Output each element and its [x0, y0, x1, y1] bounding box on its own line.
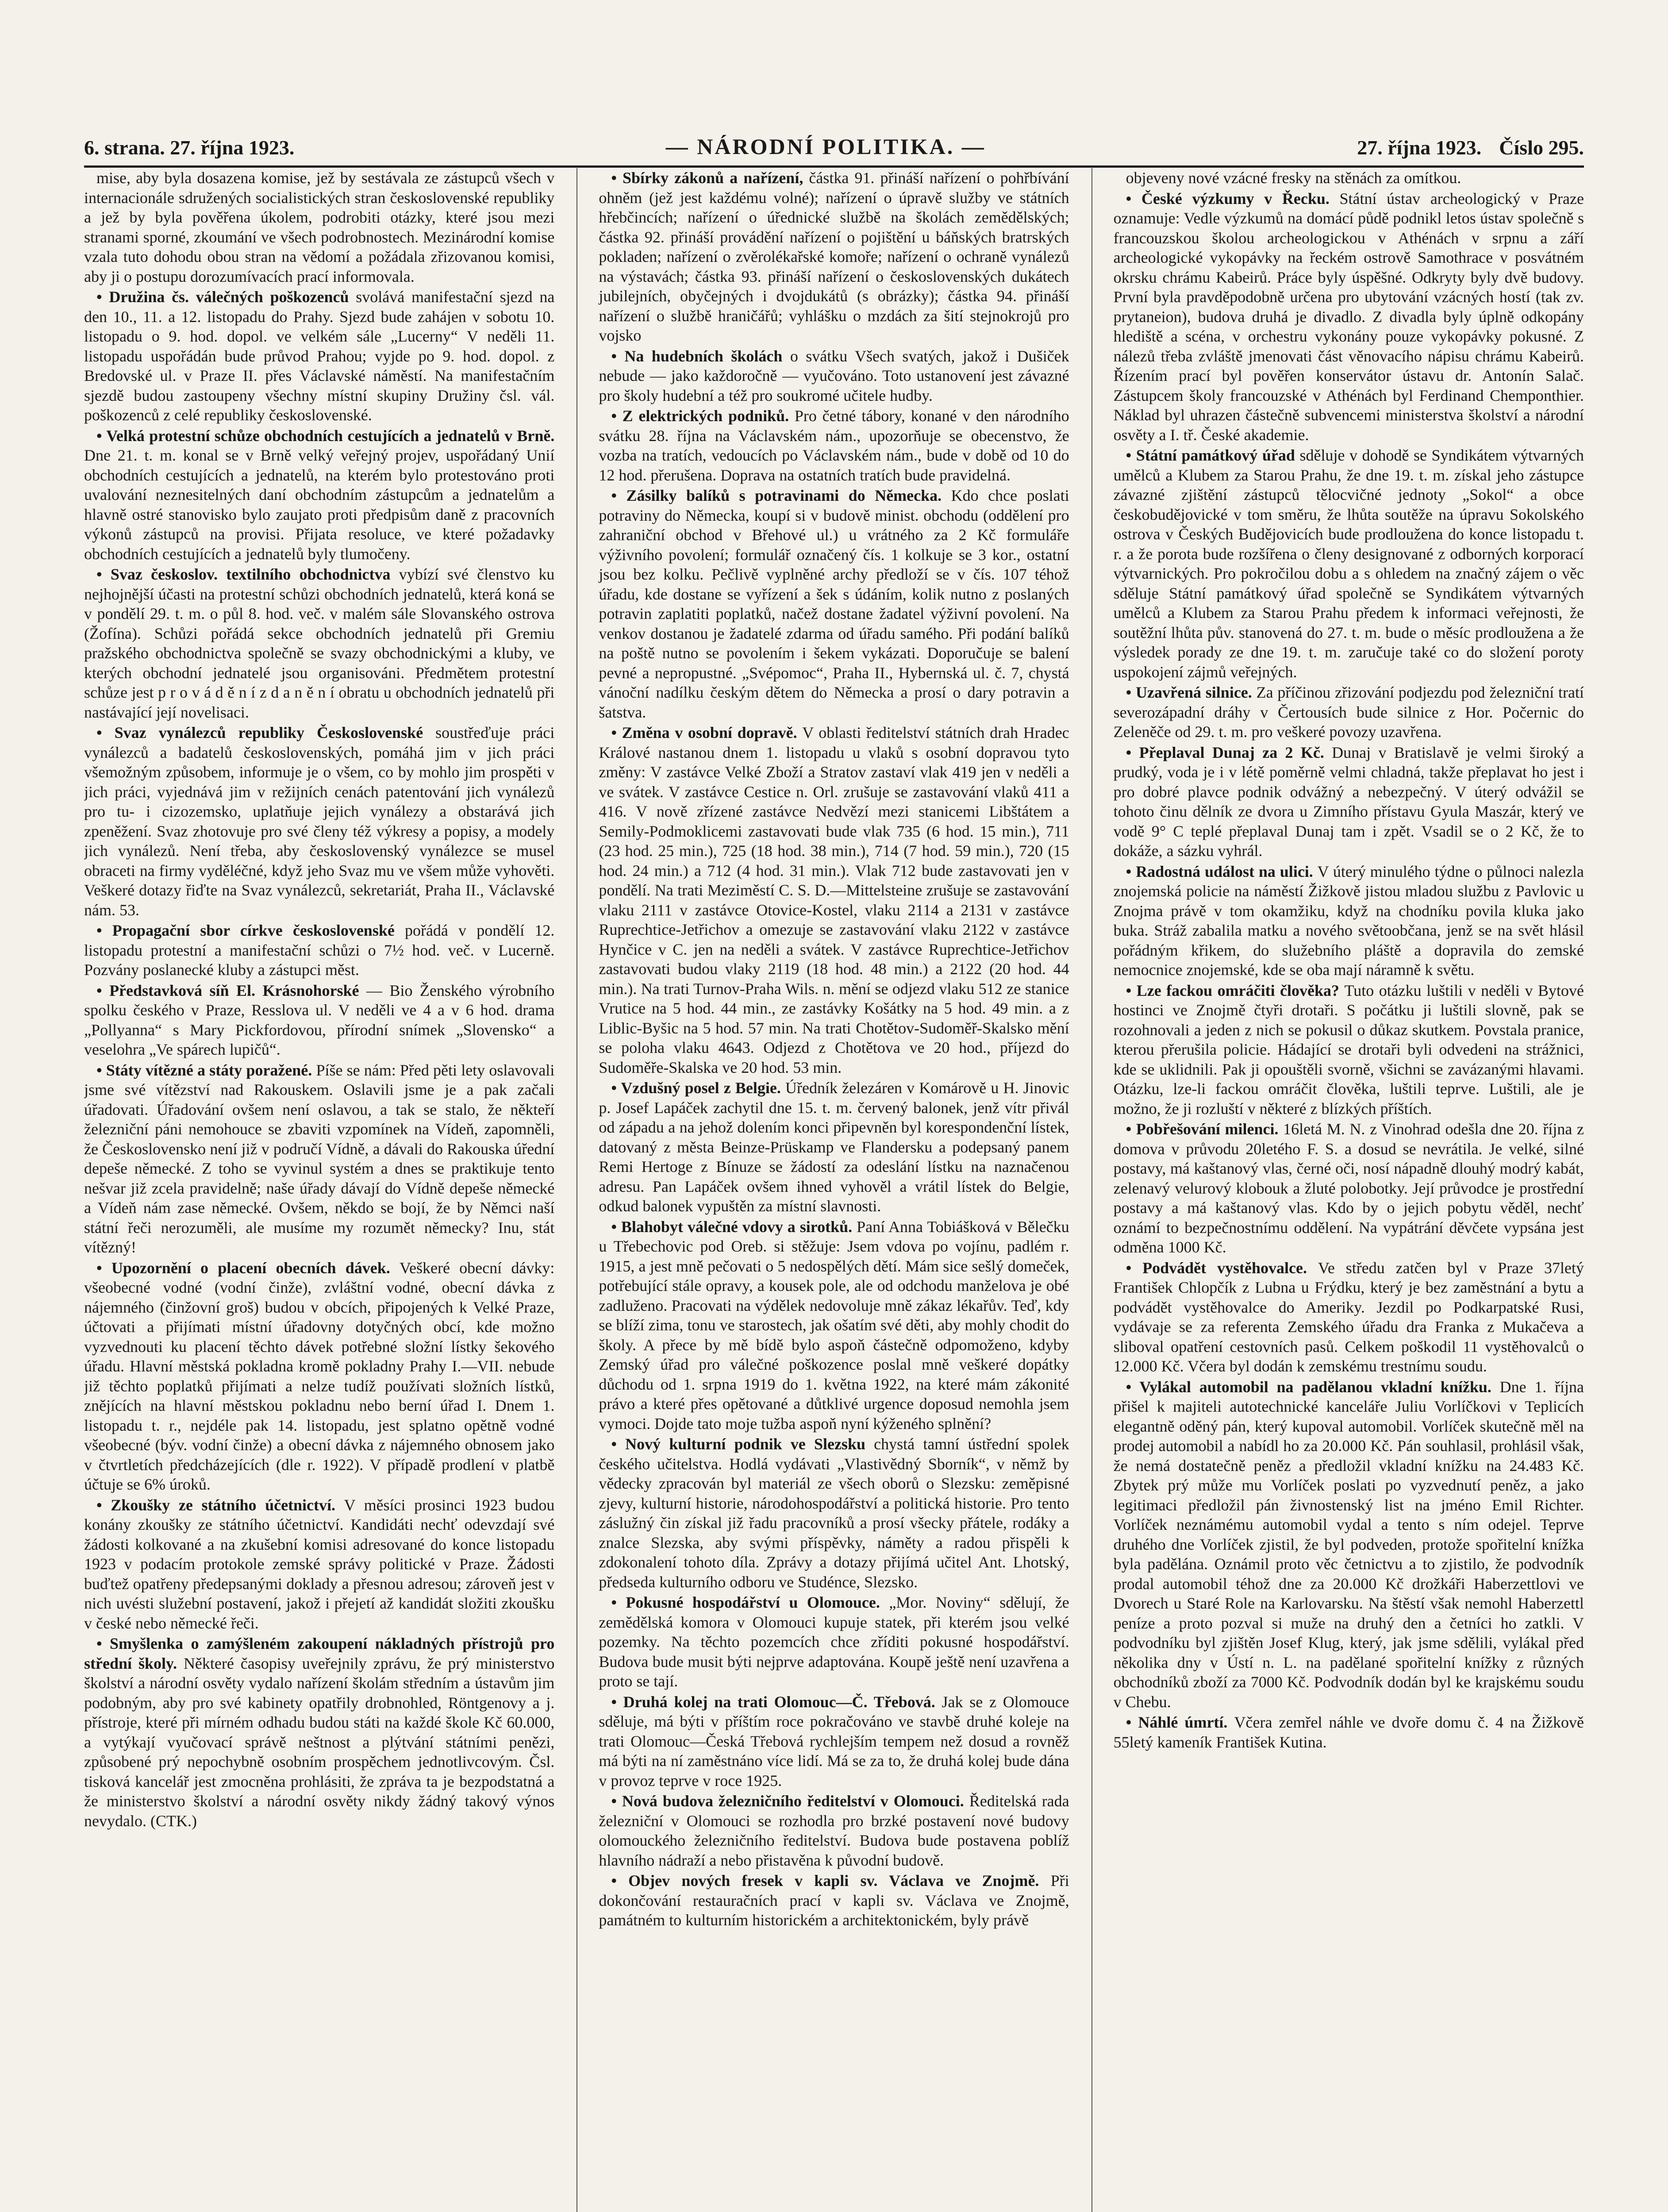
- article-headline: • Státní památkový úřad: [1126, 446, 1300, 464]
- column-3: [1092, 168, 1584, 2212]
- header-left: 6. strana. 27. října 1923.: [84, 136, 295, 159]
- article-headline: • Svaz vynálezců republiky Československé: [96, 724, 436, 741]
- article-item: [1114, 862, 1584, 980]
- article-headline: • Zásilky balíků s potravinami do Německa.: [611, 487, 951, 504]
- article-text: Včera zemřel náhle ve dvoře domu č. 4 na Žižkově 55letý kameník František Kutina.: [1113, 1713, 1584, 1751]
- article-headline: • Propagační sbor církve československé: [96, 922, 405, 939]
- article-text: Některé časopisy uveřejnily zprávu, že prý ministerstvo školství a národní osvěty vydalo nařízení školám středním a ústavům jim podobným, aby pro své kabinety opatřily drobnohled, Röntgenovy a j. přístroje, které při mírném odhadu budou státi na každé škole Kč 60.000, a vytýkají vyučovací správě neštnost a plýtvání státními penězi, způsobené prý nepochybně osobním prospěchem jednotlivcovým. Čsl. tisková kancelář jest zmocněna prohlásiti, že zpráva ta je bezpodstatná a že ministerstvo školství a národní osvěty nikdy žádný takový výnos nevydalo. (CTK.): [84, 1654, 555, 1830]
- article-item: [1114, 1258, 1584, 1376]
- article-text: Ve středu zatčen byl v Praze 37letý František Chlopčík z Lubna u Frýdku, který je bez zaměstnání a bytu a podvádět vystěhovalce do Ameriky. Jezdil po Podkarpatské Rusi, vydávaje se za referenta Zemského úřadu dra Franka z Mukačeva a sliboval opatření cestovních pasů. Celkem poškodil 11 vystěhovalců o 12.000 Kč. Včera byl dodán k zemskému trestnímu soudu.: [1113, 1259, 1584, 1375]
- article-text: pořádá v pondělí 12. listopadu protestní a manifestační schůzi o 7½ hod. več. v Lucerně. Pozvány poslanecké kluby a zástupci měst.: [84, 922, 555, 979]
- article-item: [1114, 683, 1584, 742]
- article-text: Dunaj v Bratislavě je velmi široký a prudký, voda je i v létě poměrně velmi chladná, takže přeplavat ho jest i pro dobré plavce podnik odvážný a nebezpečný. V úterý odvážil se tohoto činu dělník ze dvora u Zimního přístavu Gyula Maszár, který ve vodě 9° C teplé přeplaval Dunaj tam i zpět. Vsadil se o 2 Kč, že to dokáže, a sázku vyhrál.: [1113, 743, 1584, 860]
- article-item: [1114, 168, 1584, 188]
- article-item: [84, 1634, 554, 1831]
- article-headline: • Lze fackou omráčiti člověka?: [1126, 981, 1345, 999]
- article-item: [599, 1593, 1069, 1691]
- article-headline: • Zkoušky ze státního účetnictví.: [96, 1496, 344, 1514]
- article-headline: • Blahobyt válečné vdovy a sirotků.: [611, 1217, 857, 1236]
- article-item: [599, 1791, 1069, 1870]
- article-item: [1114, 1119, 1584, 1257]
- article-text: Jak se z Olomouce sděluje, má býti v příštím roce pokračováno ve stavbě druhé koleje na trati Olomouc—Česká Třebová rychlejším tempem než dosud a rovněž má býti na ní zaměstnáno více lidí. Má se za to, že druhá kolej bude dána v provoz teprve v roce 1925.: [599, 1693, 1069, 1790]
- article-headline: • Vylákal automobil na padělanou vkladní knížku.: [1126, 1378, 1500, 1396]
- article-item: [599, 168, 1069, 346]
- article-text: objeveny nové vzácné fresky na stěnách za omítkou.: [1126, 169, 1461, 187]
- article-text: sděluje v dohodě se Syndikátem výtvarných umělců a Klubem za Starou Prahu, že dne 19. t. m. získal jeho zástupce závazné zjištění zástupců tělocvičné jednoty „Sokol“ a obce českobudějovické v tom směru, že lhůta soutěže na úpravu Sokolského ostrova v Českých Budějovicích bude prodloužena do konce listopadu t. r. a že porota bude rozšířena o členy designované z odborných korporací výtvarnických. Pro pokročilou dobu a s ohledem na značný zájem o věc sděluje Státní památkový úřad společně se Syndikátem výtvarných umělců a Klubem za Starou Prahu předem k informaci veřejnosti, že soutěžní lhůta pův. stanovená do 27. t. m. bude o měsíc prodloužena a že výsledek porady ze dne 19. t. m. zaručuje také co do složení poroty uspokojení zájmů veřejných.: [1113, 446, 1584, 681]
- article-headline: • Z elektrických podniků.: [611, 407, 795, 425]
- article-headline: • Druhá kolej na trati Olomouc—Č. Třebová.: [611, 1693, 942, 1711]
- header-right: [1357, 136, 1584, 159]
- article-headline: • Objev nových fresek v kapli sv. Václava ve Znojmě.: [611, 1872, 1051, 1889]
- article-item: [84, 981, 554, 1060]
- article-text: Pro četné tábory, konané v den národního svátku 28. října na Václavském nám., upozorňuje se obecenstvo, že vozba na tratích, vedoucích po Václavském nám., bude v době od 10 do 12 hod. přerušena. Doprava na ostatních tratích bude pravidelná.: [599, 407, 1069, 484]
- article-text: Dne 21. t. m. konal se v Brně velký veřejný projev, uspořádaný Unií obchodních cestujících a jednatelů, na kterém bylo protestováno proti uvalování neznesitelných daní obchodním zástupcům a jednatelům a hlavně ostré stanovisko bylo zaujato proti předpisům daně z pracovních výkonů zástupců na provisi. Přijata resoluce, ve které požadavky obchodních cestujících a jednatelů byly tlumočeny.: [84, 446, 555, 563]
- article-item: [84, 1060, 554, 1257]
- article-text: V měsíci prosinci 1923 budou konány zkoušky ze státního účetnictví. Kandidáti nechť odevzdají své žádosti kolkované a na zkušební komisi adresované do konce listopadu 1923 v podacím protokole zemské správy politické v Praze. Žádosti buďtež opatřeny předepsanými doklady a přesnou adresou; zároveň jest v nich uvésti služební postavení, jakož i přejetí až kandidát složiti zkoušku v české nebo německé řeči.: [84, 1496, 555, 1632]
- article-text: částka 91. přináší nařízení o pohřbívání ohněm (jež jest každému volné); nařízení o úpravě služby ve státních hřebčincích; nařízení o úřednické službě na školách zemědělských; částka 92. přináší provádění nařízení o pojištění u báňských bratrských pokladen; nařízení o zvěrolékařské komoře; nařízení o ochraně vynálezů na výstavách; částka 93. přináší nařízení o československých dukátech jubilejních, obyčejných i dvojdukátů (s obrázky); částka 94. přináší nařízení o službě hraničářů; vyhlášku o mzdách za šití stejnokrojů pro vojsko: [599, 169, 1069, 344]
- article-headline: • Náhlé úmrtí.: [1126, 1713, 1234, 1731]
- article-headline: • Nová budova železničního ředitelství v Olomouci.: [611, 1792, 969, 1810]
- article-text: vybízí své členstvo ku nejhojnější účasti na protestní schůzi obchodních jednatelů, která koná se v pondělí 29. t. m. o půl 8. hod. več. v malém sále Slovanského ostrova (Žofína). Schůzi pořádá sekce obchodních jednatelů při Gremiu pražského obchodnictva společně se svazy obchodnickými a kluby, ve kterých obchodní jednatelé jsou organisováni. Předmětem protestní schůze jest p r o v á d ě n í z d a n ě n í obratu u obchodních jednatelů při nastávající její novelisaci.: [84, 565, 555, 721]
- article-headline: • Družina čs. válečných poškozenců: [96, 288, 356, 306]
- article-item: [599, 1217, 1069, 1434]
- article-columns: [84, 168, 1584, 2212]
- article-headline: • Na hudebních školách: [611, 347, 790, 365]
- article-item: [84, 565, 554, 722]
- article-text: V úterý minulého týdne o půlnoci nalezla znojemská policie na náměstí Žižkově jistou mladou službu z Pavlovic u Znojma právě v tom okamžiku, když na chodníku povila kluka jako buka. Stráž zabalila matku a nového světoobčana, jenž se na svět hlásil pořádným křikem, do služebního pláště a dopravila do zemské nemocnice znojemské, kde se oba mají náramně k světu.: [1113, 862, 1584, 979]
- article-text: „Mor. Noviny“ sdělují, že zemědělská komora v Olomouci kupuje statek, při kterém jsou velké pozemky. Na těchto pozemcích chce zříditi pokusné hospodářství. Budova bude musit býti nejprve adaptována. Koupě ještě není uzavřena a proto se tají.: [599, 1594, 1069, 1690]
- article-text: Veškeré obecní dávky: všeobecné vodné (vodní činže), zvláštní vodné, obecní dávka z nájemného (činžovní groš) budou v obcích, připojených k Velké Praze, účtovati a přijímati místní úřadovny dotyčných obcí, kde možno vyzvednouti ku placení těchto dávek potřebné složní lístky šekového úřadu. Hlavní městská pokladna kromě pokladny Prahy I.—VII. nebude již těchto poplatků přijímati a nelze tudíž používati složních lístků, znějících na hlavní městskou pokladnu nebo berní úřad I. Dnem 1. listopadu t. r., nejdéle pak 14. listopadu, jest splatno opětně vodné všeobecné (býv. vodní činže) a obecní dávka z nájemného obnosem jako v čtvrtletích předcházejících (dle r. 1922). V případě prodlení v platbě účtuje se 6% úroků.: [84, 1259, 555, 1493]
- article-text: Tuto otázku luštili v neděli v Bytové hostinci ve Znojmě čtyři drotaři. S počátku ji luštili slovně, pak se rozohnovali a jeden z nich se pokusil o důkaz skutkem. Povstala pranice, kterou přerušila policie. Hádající se drotaři byli odvedeni na strážnici, kde se uklidnili. Pak ji opouštěli svorně, všichni se zavázanými hlavami. Otázku, lze-li fackou omráčit člověka, luštili teprve. Luštili, ale je možno, že ji rozluští v některé z blízkých příštích.: [1113, 981, 1584, 1118]
- article-item: [1114, 445, 1584, 682]
- article-item: [599, 346, 1069, 406]
- article-item: [84, 168, 554, 286]
- article-text: Úředník železáren v Komárově u H. Jinovic p. Josef Lapáček zachytil dne 15. t. m. červený balonek, jenž vítr přivál od západu a na jehož dolením konci připevněn byl korespondenční lístek, datovaný z města Beinze-Prüskamp ve Flandersku a podepsaný panem Remi Hertoge z Bínuze se žádostí za odeslání lístku na naznačenou adresu. Pan Lapáček ovšem ihned vyhověl a vrátil lístek do Belgie, odkud balonek vypuštěn za místní slavnosti.: [599, 1079, 1069, 1215]
- article-text: Kdo chce poslati potraviny do Německa, koupí si v budově minist. obchodu (oddělení pro zahraniční obchod v Břehové ul.) u vrátného za 2 Kč formuláře výživního povolení; formulář označený čís. 1 kolkuje se 3 kor., ostatní jsou bez kolku. Pečlivě vyplněné archy předloží se v čís. 107 téhož úřadu, kde dostane se vyřízení a šek s údáním, kolik nutno z poslaných potravin zaplatiti poplatků, načež dostane žadatel výživní povolení. Na venkov dostanou je žadatelé zdarma od úřadu samého. Při podání balíků na poště nutno se povolením i šekem vykázati. Doporučuje se balení pevné a nepropustné. „Svépomoc“, Praha II., Hybernská ul. č. 7, chystá vánoční nadílku českým dětem do Německa a prosí o dary potravin a šatstva.: [599, 487, 1069, 721]
- article-item: [599, 1692, 1069, 1791]
- article-headline: • Nový kulturní podnik ve Slezsku: [611, 1435, 874, 1453]
- article-text: Za příčinou zřizování podjezdu pod železniční tratí severozápadní dráhy v Čertousích bude silnice z Hor. Počernic do Zeleněče od 29. t. m. pro veškeré povozy uzavřena.: [1113, 684, 1584, 741]
- article-item: [84, 723, 554, 920]
- article-headline: • Sbírky zákonů a nařízení,: [611, 169, 809, 187]
- article-item: [599, 1434, 1069, 1592]
- issue-number: Číslo 295.: [1499, 136, 1584, 159]
- page-header: [84, 128, 1584, 168]
- article-headline: • Představková síň El. Krásnohorské: [96, 981, 366, 999]
- article-item: [84, 921, 554, 980]
- article-text: V oblasti ředitelství státních drah Hradec Králové nastanou dnem 1. listopadu u vlaků s osobní dopravou tyto změny: V zastávce Velké Zboží a Stratov zastaví vlak 419 jen v neděli a ve svátek. V zastávce Cestice n. Orl. zrušuje se zastavování vlaků 411 a 416. V nově zřízené zastávce Nedvězí mezi stanicemi Libštátem a Semily-Podmoklicemi zastavovati bude vlak 735 (6 hod. 15 min.), 711 (23 hod. 25 min.), 725 (18 hod. 38 min.), 714 (7 hod. 59 min.), 720 (15 hod. 24 min.) a 712 (4 hod. 31 min.). Vlak 712 bude zastavovati jen v pondělí. Na trati Meziměstí C. S. D.—Mittelsteine zrušuje se zastavování vlaku 2111 v zastávce Otovice-Kostel, vlaku 2114 a 2131 v zastávce Ruprechtice-Jetřichov a omezuje se zastavování vlaku 2122 v zastávce Hynčice v C. jen na neděli a svátek. V zastávce Ruprechtice-Jetřichov zastavovati budou vlaky 2119 (18 hod. 48 min.) a 2122 (20 hod. 44 min.). Na trati Turnov-Praha Wils. n. mění se odjezd vlaku 512 ze stanice Vrutice na 5 hod. 44 min., ze zastávky Košátky na 5 hod. 49 min. a z Liblic-Byšic na 5 hod. 57 min. Na trati Chotětov-Sudoměř-Skalsko mění se poloha vlaku 4643. Odjezd z Chotětova ve 20 hod., příjezd do Sudoměře-Skalska ve 20 hod. 53 min.: [599, 724, 1069, 1076]
- article-text: Paní Anna Tobiášková v Bělečku u Třebechovic pod Oreb. si stěžuje: Jsem vdova po vojínu, padlém r. 1915, a jest mně pečovati o 5 nedospělých dětí. Mám sice sešlý domeček, potřebující stále opravy, a kousek pole, ale od odchodu manželova je obé zadluženo. Pracovati na výdělek nedovoluje mně zákaz lékařův. Teď, kdy se blíží zima, tonu ve starostech, jak ošatím své děti, aby mohly chodit do školy. A přece by mě bídě bylo aspoň částečně odpomoženo, kdyby Zemský úřad pro válečné poškozence poslal mně veškeré dopátky důchodu od 1. srpna 1919 do 1. května 1922, na které mám zákonité právo a které přes opětované a důtklivé urgence doposud nemohla jsem vymoci. Dojde tato moje tužba aspoň nyní kýženého splnění?: [599, 1217, 1069, 1432]
- article-item: [1114, 189, 1584, 445]
- article-text: o svátku Všech svatých, jakož i Dušiček nebude — jako každoročně — vyučováno. Toto ustanovení jest závazné pro školy hudební a též pro soukromé učitele hudby.: [599, 347, 1069, 404]
- article-text: — Bio Ženského výrobního spolku českého v Praze, Resslova ul. V neděli ve 4 a v 6 hod. drama „Pollyanna“ s Mary Pickfordovou, přírodní snímek „Slovensko“ a veselohra „Ve spárech lupičů“.: [84, 981, 555, 1058]
- article-headline: • Radostná událost na ulici.: [1126, 862, 1318, 880]
- column-1: [84, 168, 554, 2212]
- article-text: mise, aby byla dosazena komise, jež by sestávala ze zástupců všech v internacionále sdružených socialistických stran československé republiky a jež by byla pověřena úkolem, podrobiti otázky, které jsou mezi stranami sporné, zkoumání ve všech podrobnostech. Mezinárodní komise vzala tuto dohodu obou stran na vědomí a požádala zřizovanou komisi, aby ji o postupu dorozumívacích prací informovala.: [84, 169, 555, 285]
- article-text: Státní ústav archeologický v Praze oznamuje: Vedle výzkumů na domácí půdě podnikl letos ústav společně s francouzskou školou archeologickou v Athénách v srpnu a září archeologické vykopávky na řeckém ostrově Samothrace v posvátném okrsku chrámu Kabeirů. Práce byly úspěšné. Odkryty byly dvě budovy. První byla pravděpodobně určena pro ubytování vzácných hostí (tak zv. prytaneion), budova druhá je divadlo. Z divadla byly úplně odkopány hlediště a scéna, v orchestru vykonány pouze vykopávky pokusné. Z nálezů třeba zvláště jmenovati část věnovacího nápisu chrámu Kabeirů. Řízením prací byl pověřen konservátor ústavu dr. Antonín Salač. Zástupcem školy francouzské v Athénách byl Ferdinand Chemponthier. Náklad byl uhrazen částečně subvencemi ministerstva školství a národní osvěty a I. tř. České akademie.: [1113, 189, 1584, 444]
- article-text: Píše se nám: Před pěti lety oslavovali jsme své vítězství nad Rakouskem. Oslavili jsme je a pak začali úřadovati. Úřadování ovšem není oslavou, a tak se stalo, že někteří železniční páni nemohouce se zbaviti vzpomínek na Vídeň, zapomněli, že Československo není již v područí Vídně, a dávali do Rakouska úřední depeše německé. Z toho se vyvinul systém a dnes se praktikuje tento nešvar již zcela pravidelně; naše úřady dávají do Vídně depeše německé a Vídeň nám zase německé. Ovšem, někdo se bojí, že by Němci naší státní řeči nerozuměli, ale musíme my rozumět německy? Inu, stát vítězný!: [84, 1061, 555, 1256]
- article-headline: • Podvádět vystěhovalce.: [1126, 1259, 1318, 1277]
- article-item: [599, 1871, 1069, 1930]
- article-headline: • Svaz českoslov. textilního obchodnictva: [96, 565, 399, 583]
- article-text: Ředitelská rada železniční v Olomouci se rozhodla pro brzké postavení nové budovy olomouckého železničního ředitelství. Budova bude postavena poblíž hlavního nádraží a nebo přistavěna k původní budově.: [599, 1792, 1069, 1869]
- article-headline: • Uzavřená silnice.: [1126, 684, 1257, 701]
- article-item: [84, 1258, 554, 1494]
- article-item: [599, 406, 1069, 485]
- article-item: [599, 1078, 1069, 1216]
- article-item: [599, 723, 1069, 1077]
- article-item: [599, 486, 1069, 722]
- article-headline: • Smyšlenka o zamýšleném zakoupení nákladných přístrojů pro střední školy.: [84, 1635, 555, 1672]
- article-text: 16letá M. N. z Vinohrad odešla dne 20. října z domova v průvodu 20letého F. S. a dosud se nevrátila. Je velké, silné postavy, má kaštanový vlas, černé oči, nosí nápadně dlouhý modrý kabát, zelenavý velurový klobouk a žluté polobotky. Její průvodce je prostřední postavy a má kaštanový vlas. Kdo by o jejich pobytu věděl, nechť oznámí to bezpečnostnímu oddělení. Na vypátrání děvčete vypsána jest odměna 1000 Kč.: [1113, 1120, 1584, 1256]
- header-date: 27. října 1923.: [1357, 136, 1482, 159]
- article-headline: • České výzkumy v Řecku.: [1126, 189, 1340, 207]
- article-item: [1114, 743, 1584, 861]
- article-text: soustřeďuje práci vynálezců a badatelů československých, pomáhá jim v jich práci všemožným způsobem, informuje je o všem, co by mohlo jim prospěti v jich práci, vyjednává jim v režijních cenách patentování jich vynálezů pro tu- i cizozemsko, uplatňuje jejich vynálezy a obstarává jich zpeněžení. Svaz zhotovuje pro své členy též výkresy a popisy, a modely jich vynálezů. Není třeba, aby československý vynálezce se musel obraceti na firmy vyděléčné, když jeho Svaz mu ve všem může vyhověti. Veškeré dotazy řiďte na Svaz vynálezců, sekretariát, Praha II., Václavské nám. 53.: [84, 724, 555, 919]
- article-headline: • Upozornění o placení obecních dávek.: [96, 1259, 400, 1277]
- article-headline: • Velká protestní schůze obchodních cestujících a jednatelů v Brně.: [96, 426, 555, 445]
- article-headline: • Pobřešování milenci.: [1126, 1120, 1284, 1138]
- masthead-title: — NÁRODNÍ POLITIKA. —: [665, 134, 986, 159]
- article-item: [1114, 1377, 1584, 1712]
- article-text: Při dokončování restauračních prací v kapli sv. Václava ve Znojmě, památném to kulturním historickém a architektonickém, byly právě: [599, 1872, 1069, 1929]
- article-item: [1114, 1713, 1584, 1752]
- article-headline: • Vzdušný posel z Belgie.: [611, 1079, 786, 1097]
- article-item: [84, 1495, 554, 1633]
- article-item: [84, 426, 554, 564]
- article-headline: • Státy vítězné a státy poražené.: [96, 1061, 316, 1079]
- article-item: [84, 287, 554, 425]
- article-headline: • Pokusné hospodářství u Olomouce.: [611, 1594, 889, 1611]
- article-headline: • Změna v osobní dopravě.: [611, 724, 803, 741]
- article-text: Dne 1. října přišel k majiteli autotechnické kanceláře Juliu Vorlíčkovi v Teplicích elegantně oděný pán, který kupoval automobil. Vorlíček skutečně měl na prodej automobil a nabídl ho za 20.000 Kč. Pán souhlasil, prohlásil však, že nemá dostatečně peněz a předložil vkladní knížku na 24.483 Kč. Zbytek prý může mu Vorlíček poslati po vyzvednutí peněz, a jako legitimaci předložil pán živnostenský list na jméno Emil Richter. Vorlíček neznámému automobil vydal a tento s ním odejel. Teprve druhého dne Vorlíček zjistil, že byl podveden, protože spořitelní knížka byla padělána. Oznámil proto věc četnictvu a to zjistilo, že podvodník prodal automobil téhož dne za 20.000 Kč drožkáři Haberzettlovi ve Dvorech u Staré Role na Karlovarsku. Na štěstí však nemohl Haberzettl peníze a proto pozval si muže na druhý den a četníci ho zatkli. V podvodníku byl zjištěn Josef Klug, který, jak jsme sdělili, vylákal před několika dny v Ústí n. L. na padělané spořitelní knížky z různých obchodníků zboží za 7000 Kč. Podvodník dodán byl ke krajskému soudu v Chebu.: [1113, 1378, 1584, 1711]
- column-2: [576, 168, 1069, 2212]
- article-item: [1114, 981, 1584, 1119]
- article-text: svolává manifestační sjezd na den 10., 11. a 12. listopadu do Prahy. Sjezd bude zahájen v sobotu 10. listopadu o 9. hod. dopol. ve velkém sále „Lucerny“ V neděli 11. listopadu uspořádán bude průvod Prahou; vyjde po 9. hod. dopol. z Bredovské ul. v Praze II. přes Václavské náměstí. Na manifestačním sjezdě budou zastoupeny všechny místní skupiny Družiny čsl. vál. poškozenců z celé republiky československé.: [84, 288, 555, 424]
- article-text: chystá tamní ústřední spolek českého učitelstva. Hodlá vydávati „Vlastivědný Sborník“, v němž by vědecky zpracován byl materiál ze všech oborů o Slezsku: zeměpisné zjevy, kulturní historie, národohospodářství a politická historie. Pro tento záslužný čin získal již řadu pracovníků a prosí všecky přátele, rodáky a znalce Slezska, aby svými příspěvky, náměty a radou přispěli k zdokonalení tohoto díla. Zprávy a dotazy přijímá učitel Ant. Lhotský, předseda kulturního odboru ve Studénce, Slezsko.: [599, 1435, 1069, 1591]
- article-headline: • Přeplaval Dunaj za 2 Kč.: [1126, 743, 1332, 761]
